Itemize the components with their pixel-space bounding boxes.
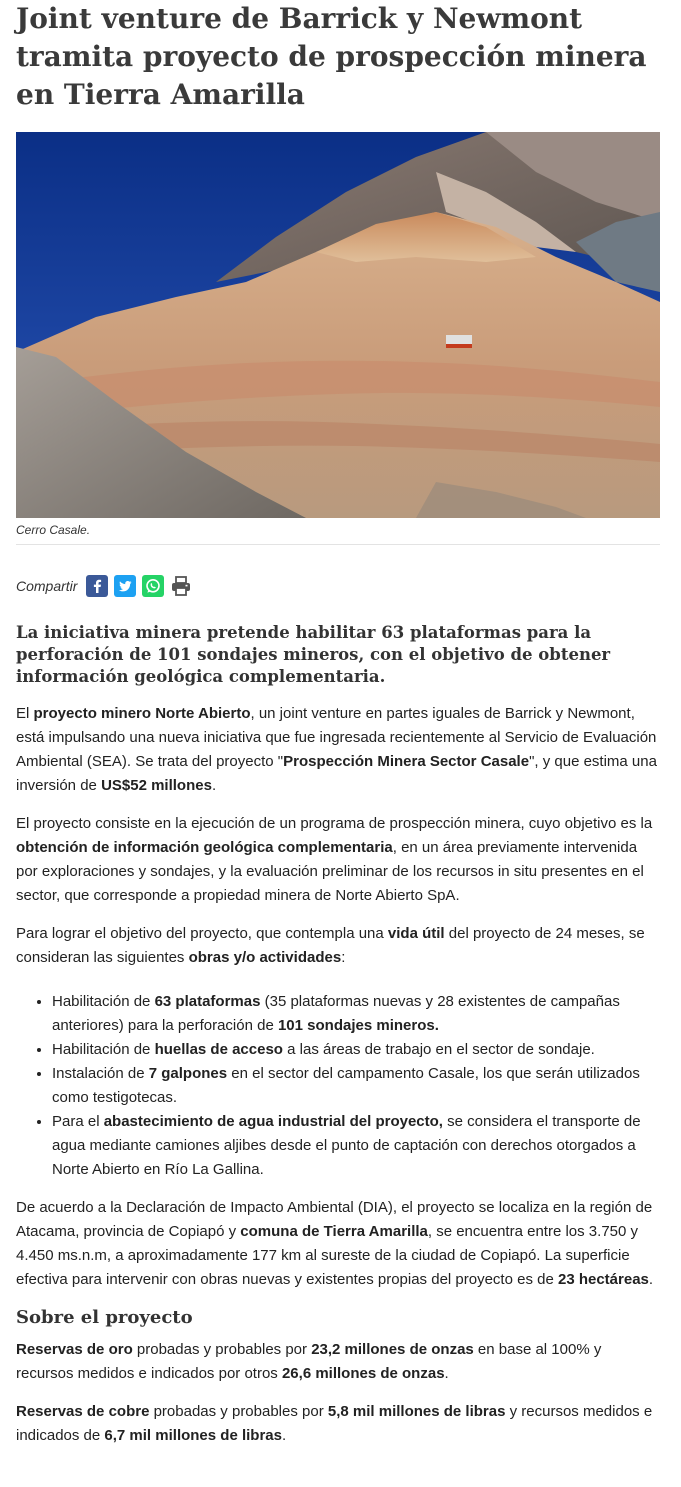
paragraph-5: Reservas de oro probadas y probables por 23,2 millones de onzas en base al 100% y recursos medidos e indicados por otros 26,6 millones de onzas. [16,1341,602,1382]
article-lead: La iniciativa minera pretende habilitar 63 plataformas para la perforación de 101 sondajes mineros, con el objetivo de obtener información geológica complementaria. [16,623,611,686]
list-item: • Habilitación de 63 plataformas (35 plataformas nuevas y 28 existentes de campañas anteriores) para la perforación de 101 sondajes mineros. [52,990,660,1038]
list-item: • Instalación de 7 galpones en el sector del campamento Casale, los que serán utilizados como testigotecas. [52,1062,660,1110]
image-caption: Cerro Casale. [16,523,91,537]
paragraph-1: El proyecto minero Norte Abierto, un joint venture en partes iguales de Barrick y Newmont, está impulsando una nueva iniciativa que fue ingresada recientemente al Servicio de Evaluación Ambiental (SEA). Se trata del proyecto "Prospección Minera Sector Casale", y que estima una inversión de US$52 millones. [16,705,657,794]
paragraph-4: De acuerdo a la Declaración de Impacto Ambiental (DIA), el proyecto se localiza en la región de Atacama, provincia de Copiapó y comuna de Tierra Amarilla, se encuentra entre los 3.750 y 4.450 ms.n.m, a aproximadamente 177 km al sureste de la ciudad de Copiapó. La superficie efectiva para intervenir con obras nuevas y existentes propias del proyecto es de 23 hectáreas. [16,1199,654,1288]
twitter-icon[interactable] [114,575,136,597]
paragraph-3: Para lograr el objetivo del proyecto, que contempla una vida útil del proyecto de 24 meses, se consideran las siguientes obras y/o actividades: [16,925,645,966]
print-icon[interactable] [170,575,192,597]
paragraph-2: El proyecto consiste en la ejecución de un programa de prospección minera, cuyo objetivo es la obtención de información geológica complementaria, en un área previamente intervenida por exploraciones y sondajes, y la evaluación preliminar de los recursos in situ presentes en el sector, que corresponde a propiedad minera de Norte Abierto SpA. [16,815,653,904]
hero-image [16,132,660,518]
facebook-icon[interactable] [86,575,108,597]
article-body [16,702,660,1462]
activities-list [16,990,660,1182]
share-bar [16,572,198,600]
divider [16,544,660,545]
share-label: Compartir [16,578,78,594]
list-item: • Para el abastecimiento de agua industrial del proyecto, se considera el transporte de agua mediante camiones aljibes desde el punto de captación con derechos otorgados a Norte Abierto en Río La Gallina. [52,1110,660,1182]
list-item: • Habilitación de huellas de acceso a las áreas de trabajo en el sector de sondaje. [52,1038,660,1062]
paragraph-6: Reservas de cobre probadas y probables por 5,8 mil millones de libras y recursos medidos e indicados de 6,7 mil millones de libras. [16,1403,653,1444]
whatsapp-icon[interactable] [142,575,164,597]
section-heading: Sobre el proyecto [16,1307,193,1328]
article-title: Joint venture de Barrick y Newmont tramita proyecto de prospección minera en Tierra Amarilla [16,2,647,111]
